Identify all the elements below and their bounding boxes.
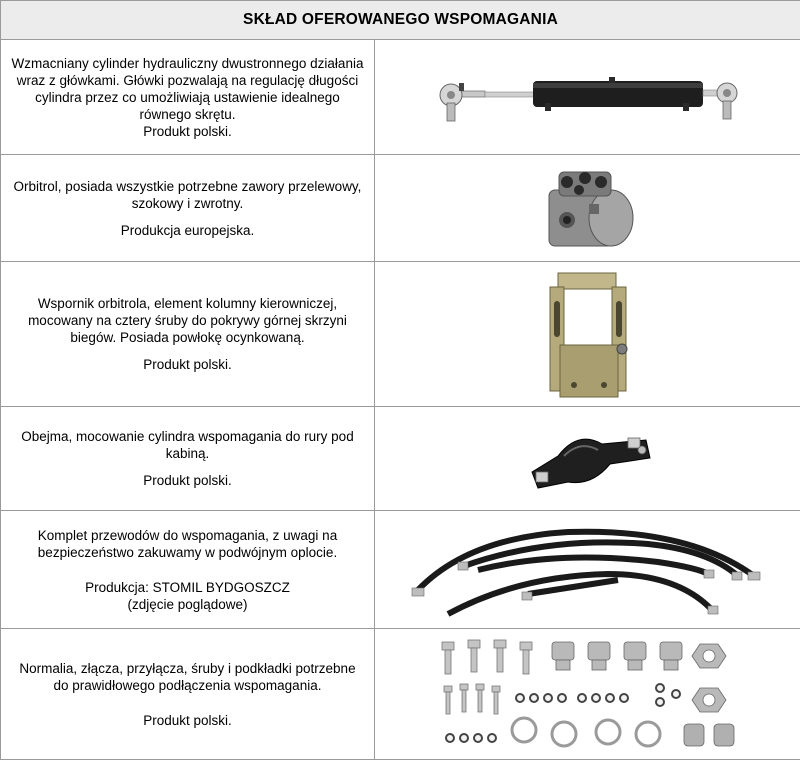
row-origin: Produkt polski. <box>143 357 232 372</box>
table-header-row <box>1 1 800 40</box>
orbitrol-image <box>533 160 643 256</box>
row-image-cell <box>375 40 800 155</box>
table-title: SKŁAD OFEROWANEGO WSPOMAGANIA <box>1 1 800 40</box>
row-description-cell <box>1 511 375 629</box>
row-note: (zdjęcie poglądowe) <box>127 596 248 612</box>
row-image-cell <box>375 155 800 262</box>
row-image-cell <box>375 262 800 407</box>
row-origin: Produkt polski. <box>143 712 232 728</box>
row-description-cell <box>1 407 375 511</box>
table-row <box>1 407 800 511</box>
row-description: Obejma, mocowanie cylindra wspomagania do rury pod kabiną. <box>21 429 354 461</box>
table-row <box>1 262 800 407</box>
table-row <box>1 40 800 155</box>
row-image-cell <box>375 407 800 511</box>
row-origin: Produkt polski. <box>143 123 232 139</box>
row-image-cell <box>375 629 800 760</box>
orbitrol-bracket-image <box>538 267 638 401</box>
row-description-cell <box>1 629 375 760</box>
table-row <box>1 511 800 629</box>
row-origin: Produkcja europejska. <box>120 222 255 238</box>
row-origin: Produkcja: STOMIL BYDGOSZCZ <box>85 579 290 595</box>
hydraulic-cylinder-image <box>433 57 743 137</box>
table-row <box>1 629 800 760</box>
table-row <box>1 155 800 262</box>
fittings-and-bolts-image <box>428 632 748 756</box>
cylinder-clamp-image <box>518 416 658 502</box>
row-origin: Produkt polski. <box>143 473 232 488</box>
row-image-cell <box>375 511 800 629</box>
row-description-cell <box>1 155 375 262</box>
hydraulic-hoses-image <box>408 518 768 622</box>
row-description: Normalia, złącza, przyłącza, śruby i podkładki potrzebne do prawidłowego podłączenia wspomagania. <box>19 660 356 693</box>
row-description: Orbitrol, posiada wszystkie potrzebne zawory przelewowy, szokowy i zwrotny. <box>13 178 362 211</box>
row-description: Wspornik orbitrola, element kolumny kierowniczej, mocowany na cztery śruby do pokrywy górnej skrzyni biegów. Posiada powłokę ocynkowaną. <box>28 296 347 345</box>
row-description: Wzmacniany cylinder hydrauliczny dwustronnego działania wraz z główkami. Główki pozwalają na regulację długości cylindra przez co umożliwiają ustawienie idealnego równego skrętu. <box>11 55 364 122</box>
row-description-cell <box>1 40 375 155</box>
row-description: Komplet przewodów do wspomagania, z uwagi na bezpieczeństwo zakuwamy w podwójnym oplocie. <box>37 527 338 560</box>
row-description-cell <box>1 262 375 407</box>
